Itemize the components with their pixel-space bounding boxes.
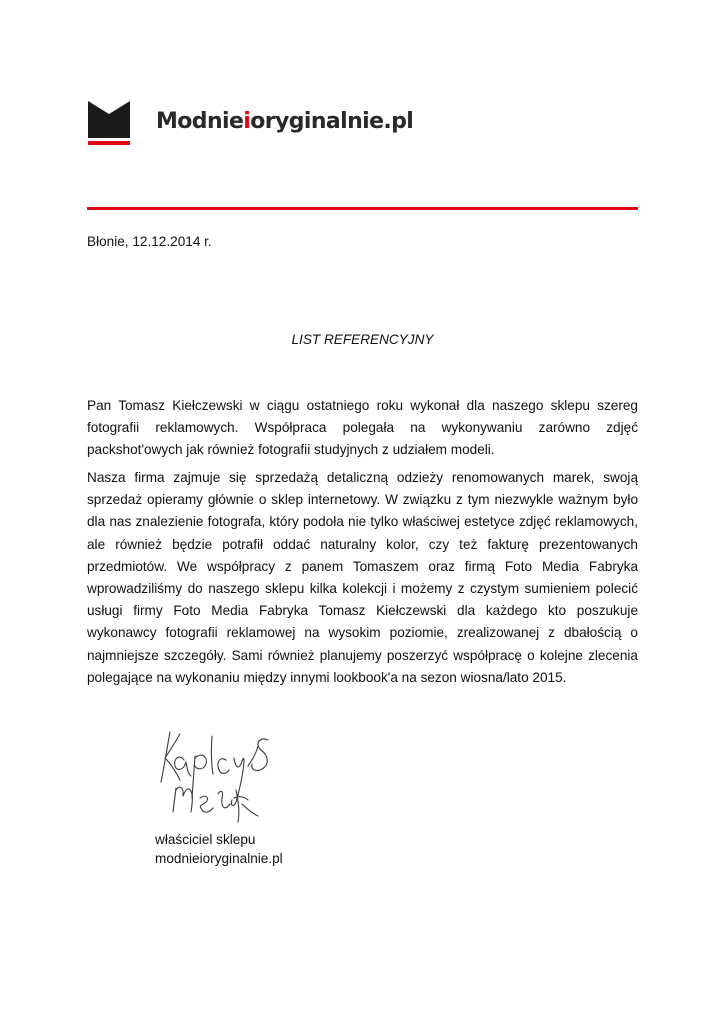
wordmark-accent-letter: i <box>243 109 251 134</box>
brand-logo-icon <box>88 101 130 145</box>
letter-date: Błonie, 12.12.2014 r. <box>87 234 212 249</box>
handwritten-signature <box>140 718 308 826</box>
wordmark-part-1: Modnie <box>156 109 244 134</box>
signatory-role: właściciel sklepu <box>155 832 256 847</box>
wordmark-part-2: oryginalnie.pl <box>250 109 414 134</box>
letter-paragraph-1: Pan Tomasz Kiełczewski w ciągu ostatniego roku wykonał dla naszego sklepu szereg fotografii reklamowych. Współpraca polegała na wykonywaniu zarówno zdjęć packshot'owych jak również fotografii studyjnych z udziałem modeli. <box>87 398 638 458</box>
letter-paragraph-2: Nasza firma zajmuje się sprzedażą detaliczną odzieży renomowanych marek, swoją sprzedaż opieramy głównie o sklep internetowy. W związku z tym niezwykle ważnym było dla nas znalezienie fotografa, który podoła nie tylko właściwej estetyce zdjęć reklamowych, ale również będzie potrafił oddać naturalny kolor, czy też fakturę prezentowanych przedmiotów. We współpracy z panem Tomaszem oraz firmą Foto Media Fabryka wprowadziliśmy do naszego sklepu kilka kolekcji i możemy z czystym sumieniem polecić usługi firmy Foto Media Fabryka Tomasz Kiełczewski dla każdego kto poszukuje wykonawcy fotografii reklamowej na wysokim poziomie, zrealizowanej z dbałością o najmniejsze szczegóły. Sami również planujemy poszerzyć współpracę o kolejne zlecenia polegające na wykonaniu między innymi lookbook'a na sezon wiosna/lato 2015. <box>87 470 638 685</box>
header-divider <box>87 207 638 210</box>
brand-wordmark <box>156 105 413 139</box>
letter-title: LIST REFERENCYJNY <box>291 332 434 347</box>
signatory-website: modnieioryginalnie.pl <box>155 851 283 866</box>
